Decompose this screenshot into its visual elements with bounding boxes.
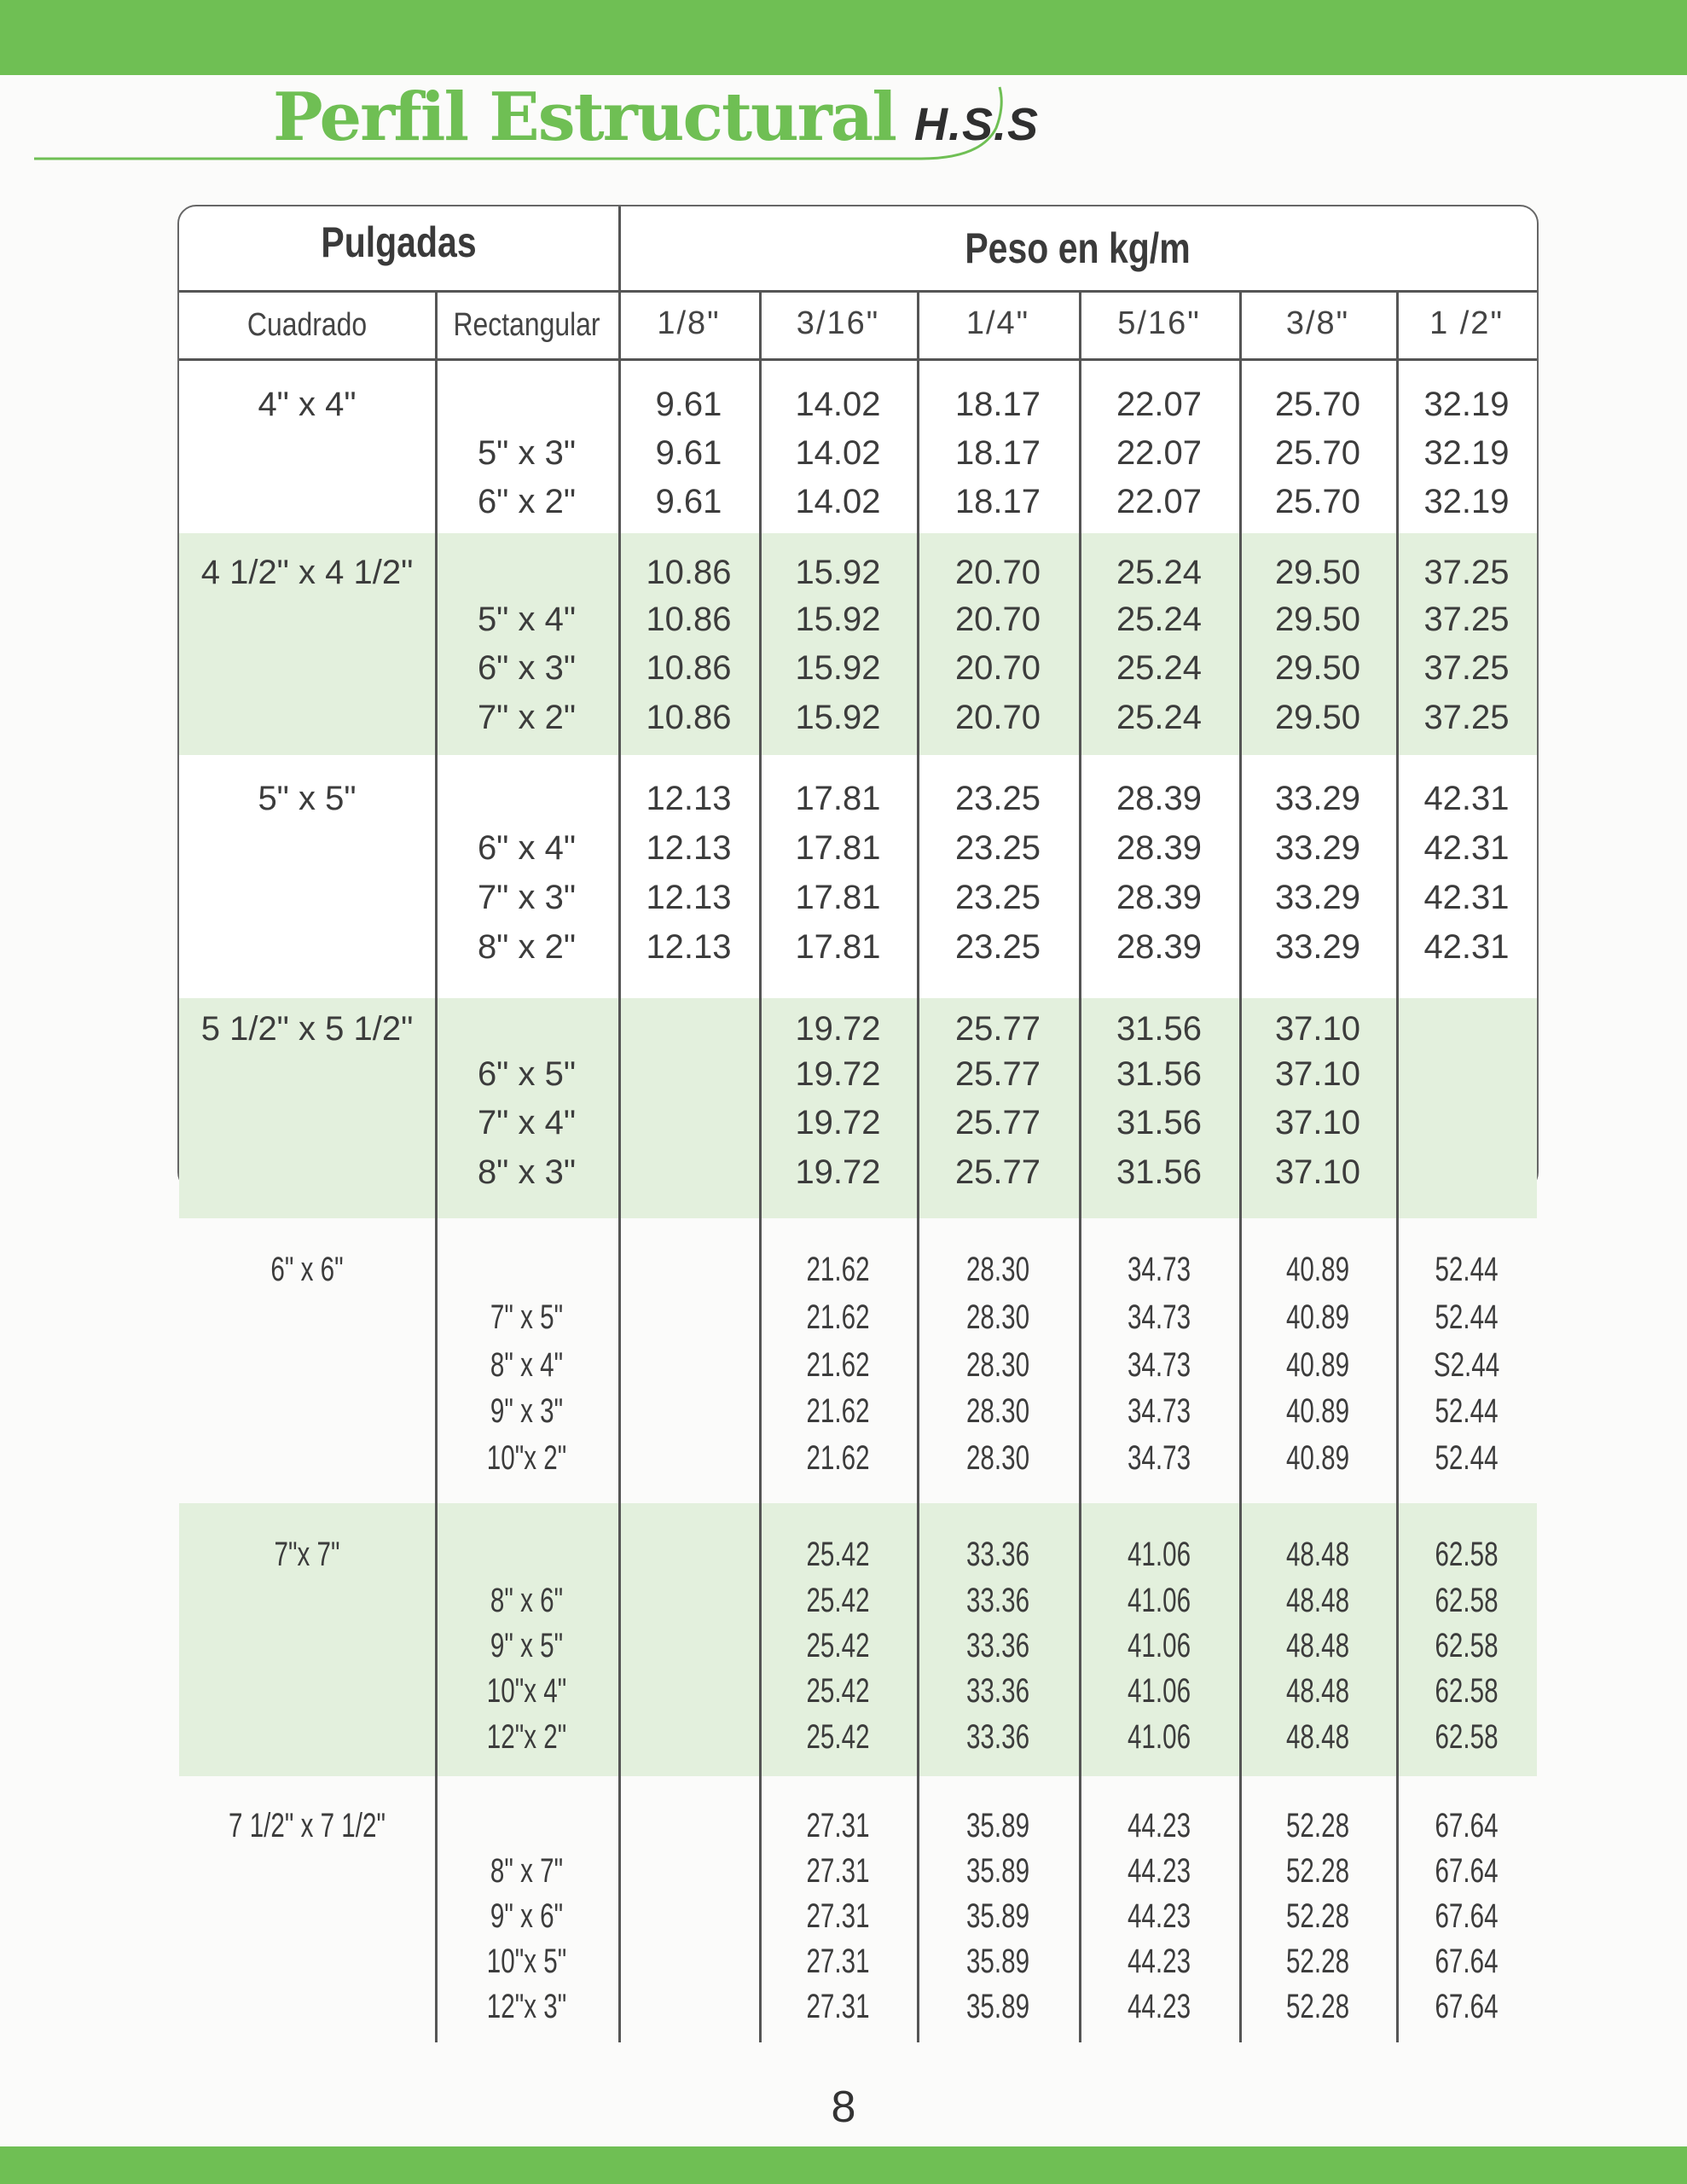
weight-value: 52.28 — [1285, 1943, 1350, 1980]
weight-value: 28.39 — [1116, 780, 1203, 817]
rect-size: 8" x 3" — [477, 1153, 577, 1191]
square-size: 7 1/2" x 7 1/2" — [229, 1807, 386, 1844]
header-thickness: 3/8" — [1285, 305, 1350, 341]
weight-value: 28.30 — [965, 1439, 1030, 1477]
weight-value: 44.23 — [1127, 1897, 1191, 1935]
weight-value: 25.70 — [1274, 434, 1361, 472]
weight-value: 44.23 — [1127, 1852, 1191, 1890]
weight-value: 25.70 — [1274, 386, 1361, 423]
weight-value: 15.92 — [795, 554, 881, 591]
weight-value: 32.19 — [1423, 434, 1510, 472]
weight-value: 31.56 — [1116, 1010, 1203, 1048]
weight-value: 25.77 — [954, 1010, 1041, 1048]
weight-value: 35.89 — [965, 1988, 1030, 2025]
weight-value: 31.56 — [1116, 1153, 1203, 1191]
weight-value: 14.02 — [795, 386, 881, 423]
weight-value: 25.24 — [1116, 554, 1203, 591]
weight-value: 37.10 — [1274, 1010, 1361, 1048]
weight-value: 31.56 — [1116, 1104, 1203, 1141]
weight-value: 40.89 — [1285, 1251, 1350, 1288]
weight-value: 35.89 — [965, 1807, 1030, 1844]
weight-value: 37.25 — [1423, 554, 1510, 591]
weight-value: 52.44 — [1435, 1392, 1499, 1430]
weight-value: 25.77 — [954, 1055, 1041, 1093]
weight-value: 52.28 — [1285, 1897, 1350, 1935]
weight-value: 35.89 — [965, 1897, 1030, 1935]
weight-value: 17.81 — [795, 829, 881, 867]
page-number: 8 — [831, 2082, 856, 2132]
weight-value: 28.39 — [1116, 829, 1203, 867]
weight-value: 25.24 — [1116, 649, 1203, 687]
weight-value: 9.61 — [655, 386, 722, 423]
weight-value: 25.77 — [954, 1153, 1041, 1191]
rect-size: 6" x 4" — [477, 829, 577, 867]
weight-value: 40.89 — [1285, 1346, 1350, 1384]
header-thickness: 1/8" — [657, 305, 721, 341]
weight-value: 37.25 — [1423, 699, 1510, 736]
weight-value: 18.17 — [954, 434, 1041, 472]
weight-value: 33.29 — [1274, 879, 1361, 916]
weight-value: 25.42 — [806, 1627, 870, 1664]
weight-value: 40.89 — [1285, 1298, 1350, 1336]
weight-value: 52.44 — [1435, 1251, 1499, 1288]
header-divider-bottom — [179, 358, 1537, 361]
weight-value: 12.13 — [646, 879, 732, 916]
rect-size: 5" x 3" — [477, 434, 577, 472]
weight-value: 9.61 — [655, 483, 722, 520]
weight-value: 62.58 — [1435, 1627, 1499, 1664]
square-size: 7"x 7" — [274, 1536, 340, 1573]
rect-size: 10"x 4" — [486, 1672, 567, 1710]
weight-value: 19.72 — [795, 1055, 881, 1093]
header-thickness: 1 /2" — [1429, 305, 1504, 341]
weight-value: 25.42 — [806, 1582, 870, 1619]
weight-value: 9.61 — [655, 434, 722, 472]
header-thickness: 1/4" — [965, 305, 1030, 341]
weight-value: 52.44 — [1435, 1439, 1499, 1477]
weight-value: 14.02 — [795, 434, 881, 472]
rect-size: 7" x 5" — [490, 1298, 564, 1336]
title-sub: H.S.S — [913, 99, 1039, 150]
weight-value: 33.36 — [965, 1627, 1030, 1664]
weight-value: 10.86 — [646, 699, 732, 736]
weight-value: 25.42 — [806, 1536, 870, 1573]
header-cuadrado: Cuadrado — [246, 307, 368, 343]
weight-value: 20.70 — [954, 601, 1041, 638]
weight-value: 48.48 — [1285, 1627, 1350, 1664]
weight-value: 40.89 — [1285, 1439, 1350, 1477]
rect-size: 10"x 5" — [486, 1943, 567, 1980]
weight-value: 48.48 — [1285, 1718, 1350, 1756]
weight-value: 15.92 — [795, 601, 881, 638]
weight-value: 18.17 — [954, 386, 1041, 423]
rect-size: 8" x 7" — [490, 1852, 564, 1890]
weight-value: 23.25 — [954, 879, 1041, 916]
weight-value: 34.73 — [1127, 1346, 1191, 1384]
weight-value: 42.31 — [1423, 829, 1510, 867]
weight-value: 48.48 — [1285, 1536, 1350, 1573]
rect-size: 12"x 3" — [486, 1988, 567, 2025]
weight-value: 17.81 — [795, 879, 881, 916]
rect-size: 7" x 3" — [477, 879, 577, 916]
weight-value: 27.31 — [806, 1852, 870, 1890]
square-size: 5" x 5" — [258, 780, 357, 817]
weight-value: 10.86 — [646, 601, 732, 638]
weight-value: 37.10 — [1274, 1104, 1361, 1141]
weight-value: 62.58 — [1435, 1536, 1499, 1573]
weight-value: 67.64 — [1435, 1943, 1499, 1980]
weight-value: 31.56 — [1116, 1055, 1203, 1093]
weight-value: 33.29 — [1274, 829, 1361, 867]
weight-value: 23.25 — [954, 928, 1041, 966]
rect-size: 10"x 2" — [486, 1439, 567, 1477]
weight-value: 25.42 — [806, 1672, 870, 1710]
weight-value: 67.64 — [1435, 1807, 1499, 1844]
weight-value: 28.39 — [1116, 879, 1203, 916]
weight-value: 32.19 — [1423, 483, 1510, 520]
weight-value: 12.13 — [646, 829, 732, 867]
weight-value: 21.62 — [806, 1298, 870, 1336]
weight-value: 48.48 — [1285, 1582, 1350, 1619]
weight-value: 52.28 — [1285, 1852, 1350, 1890]
rect-size: 6" x 5" — [477, 1055, 577, 1093]
title-main: Perfil Estructural — [273, 78, 896, 156]
square-size: 6" x 6" — [270, 1251, 344, 1288]
weight-value: 18.17 — [954, 483, 1041, 520]
weight-value: 19.72 — [795, 1104, 881, 1141]
weight-value: 32.19 — [1423, 386, 1510, 423]
weight-value: 33.36 — [965, 1536, 1030, 1573]
weight-value: 25.42 — [806, 1718, 870, 1756]
square-size: 4 1/2" x 4 1/2" — [200, 554, 414, 591]
weight-value: 62.58 — [1435, 1672, 1499, 1710]
rect-size: 6" x 3" — [477, 649, 577, 687]
weight-value: 19.72 — [795, 1010, 881, 1048]
rect-size: 8" x 2" — [477, 928, 577, 966]
weight-value: 41.06 — [1127, 1672, 1191, 1710]
rect-size: 9" x 3" — [490, 1392, 564, 1430]
weight-value: 33.36 — [965, 1718, 1030, 1756]
weight-value: 20.70 — [954, 699, 1041, 736]
weight-value: 40.89 — [1285, 1392, 1350, 1430]
weight-value: 23.25 — [954, 780, 1041, 817]
weight-value: 67.64 — [1435, 1852, 1499, 1890]
weight-value: 42.31 — [1423, 928, 1510, 966]
weight-value: 35.89 — [965, 1852, 1030, 1890]
weight-value: 37.25 — [1423, 601, 1510, 638]
weight-value: 67.64 — [1435, 1897, 1499, 1935]
weight-value: 23.25 — [954, 829, 1041, 867]
weight-value: 35.89 — [965, 1943, 1030, 1980]
weight-value: 33.29 — [1274, 780, 1361, 817]
weight-value: 37.25 — [1423, 649, 1510, 687]
bottom-green-band — [0, 2146, 1687, 2184]
weight-value: S2.44 — [1433, 1346, 1500, 1384]
weight-value: 28.30 — [965, 1392, 1030, 1430]
weight-value: 15.92 — [795, 649, 881, 687]
weight-value: 62.58 — [1435, 1718, 1499, 1756]
weight-value: 37.10 — [1274, 1055, 1361, 1093]
rect-size: 8" x 4" — [490, 1346, 564, 1384]
weight-value: 62.58 — [1435, 1582, 1499, 1619]
rect-size: 9" x 5" — [490, 1627, 564, 1664]
header-rectangular: Rectangular — [453, 307, 600, 343]
rect-size: 9" x 6" — [490, 1897, 564, 1935]
weight-value: 41.06 — [1127, 1718, 1191, 1756]
weight-value: 44.23 — [1127, 1988, 1191, 2025]
weight-value: 20.70 — [954, 649, 1041, 687]
weight-value: 22.07 — [1116, 483, 1203, 520]
weight-value: 28.30 — [965, 1251, 1030, 1288]
weight-value: 34.73 — [1127, 1251, 1191, 1288]
rect-size: 5" x 4" — [477, 601, 577, 638]
weight-value: 27.31 — [806, 1943, 870, 1980]
weight-value: 12.13 — [646, 780, 732, 817]
weight-value: 37.10 — [1274, 1153, 1361, 1191]
rect-size: 8" x 6" — [490, 1582, 564, 1619]
square-size: 5 1/2" x 5 1/2" — [200, 1010, 414, 1048]
weight-value: 33.29 — [1274, 928, 1361, 966]
weight-value: 67.64 — [1435, 1988, 1499, 2025]
weight-value: 27.31 — [806, 1807, 870, 1844]
rect-size: 12"x 2" — [486, 1718, 567, 1756]
weight-value: 12.13 — [646, 928, 732, 966]
weight-value: 17.81 — [795, 928, 881, 966]
weight-value: 44.23 — [1127, 1943, 1191, 1980]
weight-value: 25.24 — [1116, 601, 1203, 638]
weight-value: 29.50 — [1274, 601, 1361, 638]
weight-value: 29.50 — [1274, 554, 1361, 591]
header-thickness: 3/16" — [796, 305, 880, 341]
weight-value: 21.62 — [806, 1251, 870, 1288]
weight-value: 17.81 — [795, 780, 881, 817]
rect-size: 7" x 2" — [477, 699, 577, 736]
weight-value: 28.39 — [1116, 928, 1203, 966]
weight-value: 41.06 — [1127, 1627, 1191, 1664]
header-thickness: 5/16" — [1117, 305, 1201, 341]
column-divider — [618, 206, 621, 2042]
header-peso: Peso en kg/m — [965, 224, 1191, 272]
weight-value: 34.73 — [1127, 1298, 1191, 1336]
weight-value: 27.31 — [806, 1897, 870, 1935]
weight-value: 52.28 — [1285, 1807, 1350, 1844]
weight-value: 10.86 — [646, 649, 732, 687]
weight-value: 10.86 — [646, 554, 732, 591]
weight-value: 25.70 — [1274, 483, 1361, 520]
weight-value: 34.73 — [1127, 1392, 1191, 1430]
weight-value: 52.44 — [1435, 1298, 1499, 1336]
header-divider-top — [179, 290, 1537, 293]
weight-value: 42.31 — [1423, 879, 1510, 916]
weight-value: 41.06 — [1127, 1536, 1191, 1573]
square-size: 4" x 4" — [258, 386, 357, 423]
weight-value: 41.06 — [1127, 1582, 1191, 1619]
weight-value: 33.36 — [965, 1672, 1030, 1710]
weight-value: 44.23 — [1127, 1807, 1191, 1844]
weight-value: 19.72 — [795, 1153, 881, 1191]
weight-value: 21.62 — [806, 1439, 870, 1477]
weight-value: 29.50 — [1274, 699, 1361, 736]
weight-value: 22.07 — [1116, 386, 1203, 423]
rect-size: 7" x 4" — [477, 1104, 577, 1141]
weight-value: 52.28 — [1285, 1988, 1350, 2025]
weight-value: 48.48 — [1285, 1672, 1350, 1710]
weight-value: 25.77 — [954, 1104, 1041, 1141]
weight-value: 21.62 — [806, 1392, 870, 1430]
weight-value: 25.24 — [1116, 699, 1203, 736]
weight-value: 27.31 — [806, 1988, 870, 2025]
weight-value: 21.62 — [806, 1346, 870, 1384]
weight-value: 33.36 — [965, 1582, 1030, 1619]
weight-value: 28.30 — [965, 1298, 1030, 1336]
weight-value: 28.30 — [965, 1346, 1030, 1384]
rect-size: 6" x 2" — [477, 483, 577, 520]
weight-value: 42.31 — [1423, 780, 1510, 817]
weight-value: 20.70 — [954, 554, 1041, 591]
weight-value: 29.50 — [1274, 649, 1361, 687]
header-pulgadas: Pulgadas — [321, 218, 477, 266]
weight-value: 34.73 — [1127, 1439, 1191, 1477]
weight-value: 14.02 — [795, 483, 881, 520]
weight-value: 15.92 — [795, 699, 881, 736]
weight-value: 22.07 — [1116, 434, 1203, 472]
